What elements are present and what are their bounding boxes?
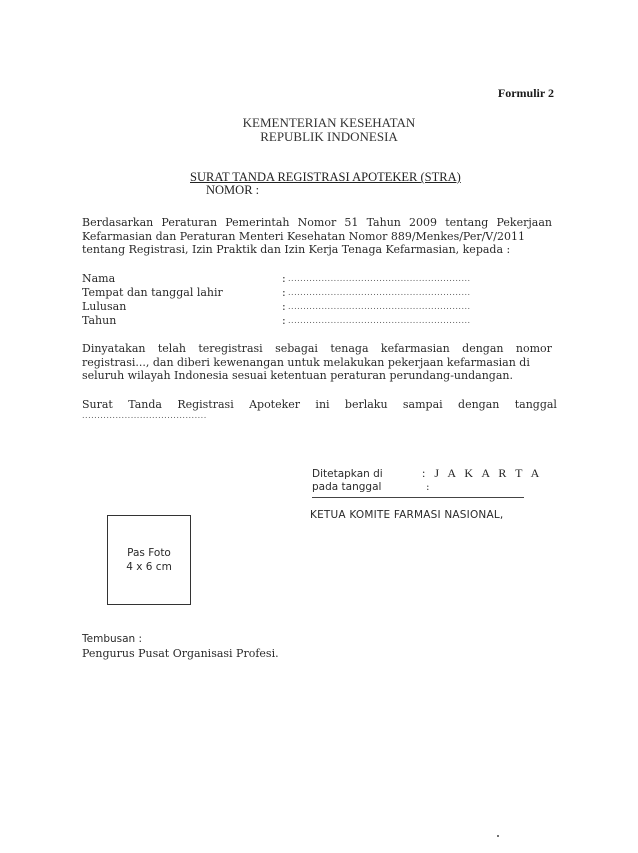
date-value: : [426,481,430,493]
copy-label: Tembusan : [82,633,143,645]
ministry-name: KEMENTERIAN KESEHATAN [242,115,416,130]
validity-paragraph [82,398,557,411]
field-label: Tahun [82,314,117,327]
field-label: Tempat dan tanggal lahir [82,286,223,299]
validity-date-fill-line: ......................................... [82,411,207,420]
word: Pekerjaan [496,216,552,229]
word: dengan [462,342,504,355]
validity-text [82,398,557,411]
place-value: : J A K A R T A [422,466,543,480]
photo-size: 4 x 6 cm [126,561,172,573]
field-colon: : [282,286,286,299]
declaration-line-3: seluruh wilayah Indonesia sesuai ketentuan peraturan perundang-undangan. [82,369,513,382]
word: kefarmasian [380,342,450,355]
word: Dinyatakan [82,342,146,355]
word: telah [157,342,186,355]
word: Tanda [128,398,162,411]
form-label: Formulir 2 [497,86,554,100]
word: Berdasarkan [82,216,154,229]
field-label: Lulusan [82,300,127,313]
word: 51 [344,216,359,229]
word: berlaku [344,398,388,411]
intro-line-1 [82,216,552,230]
copy-recipient: Pengurus Pusat Organisasi Profesi. [82,647,279,660]
word: Nomor [297,216,337,229]
document-title: SURAT TANDA REGISTRASI APOTEKER (STRA) [190,170,461,184]
field-label: Nama [82,272,116,285]
word: Peraturan [161,216,218,229]
word: sebagai [275,342,318,355]
photo-placeholder-box [107,515,191,605]
word: Pemerintah [225,216,290,229]
word: nomor [515,342,552,355]
intro-line-2: Kefarmasian dan Peraturan Menteri Kesehatan Nomor 889/Menkes/Per/V/2011 [82,229,525,243]
field-fill-line: ............................................................ [288,302,471,311]
scan-speck [497,835,499,837]
field-fill-line: ............................................................ [288,316,471,325]
country-name: REPUBLIK INDONESIA [260,129,398,144]
word: sampai [402,398,443,411]
place-label: Ditetapkan di [312,468,383,480]
word: tentang [445,216,489,229]
word: 2009 [409,216,438,229]
date-label: pada tanggal [312,481,382,493]
word: dengan [458,398,500,411]
word: tenaga [330,342,369,355]
word: Tahun [366,216,401,229]
field-colon: : [282,314,286,327]
intro-line-3: tentang Registrasi, Izin Praktik dan Izin Kerja Tenaga Kefarmasian, kepada : [82,243,511,256]
signature-divider [312,497,524,498]
word: tanggal [514,398,557,411]
intro-paragraph [82,216,552,257]
declaration-paragraph [82,342,552,383]
declaration-line-2: registrasi..., dan diberi kewenangan untuk melakukan pekerjaan kefarmasian di [82,355,530,369]
field-fill-line: ............................................................ [288,288,471,297]
word: ini [315,398,330,411]
field-fill-line: ............................................................ [288,274,471,283]
field-colon: : [282,272,286,285]
declaration-line-1 [82,342,552,356]
word: Apoteker [249,398,301,411]
document-number-label: NOMOR : [206,183,260,197]
field-colon: : [282,300,286,313]
word: Registrasi [177,398,234,411]
word: Surat [82,398,113,411]
photo-label: Pas Foto [127,547,171,559]
word: teregistrasi [198,342,263,355]
signatory-title: KETUA KOMITE FARMASI NASIONAL, [310,509,504,521]
